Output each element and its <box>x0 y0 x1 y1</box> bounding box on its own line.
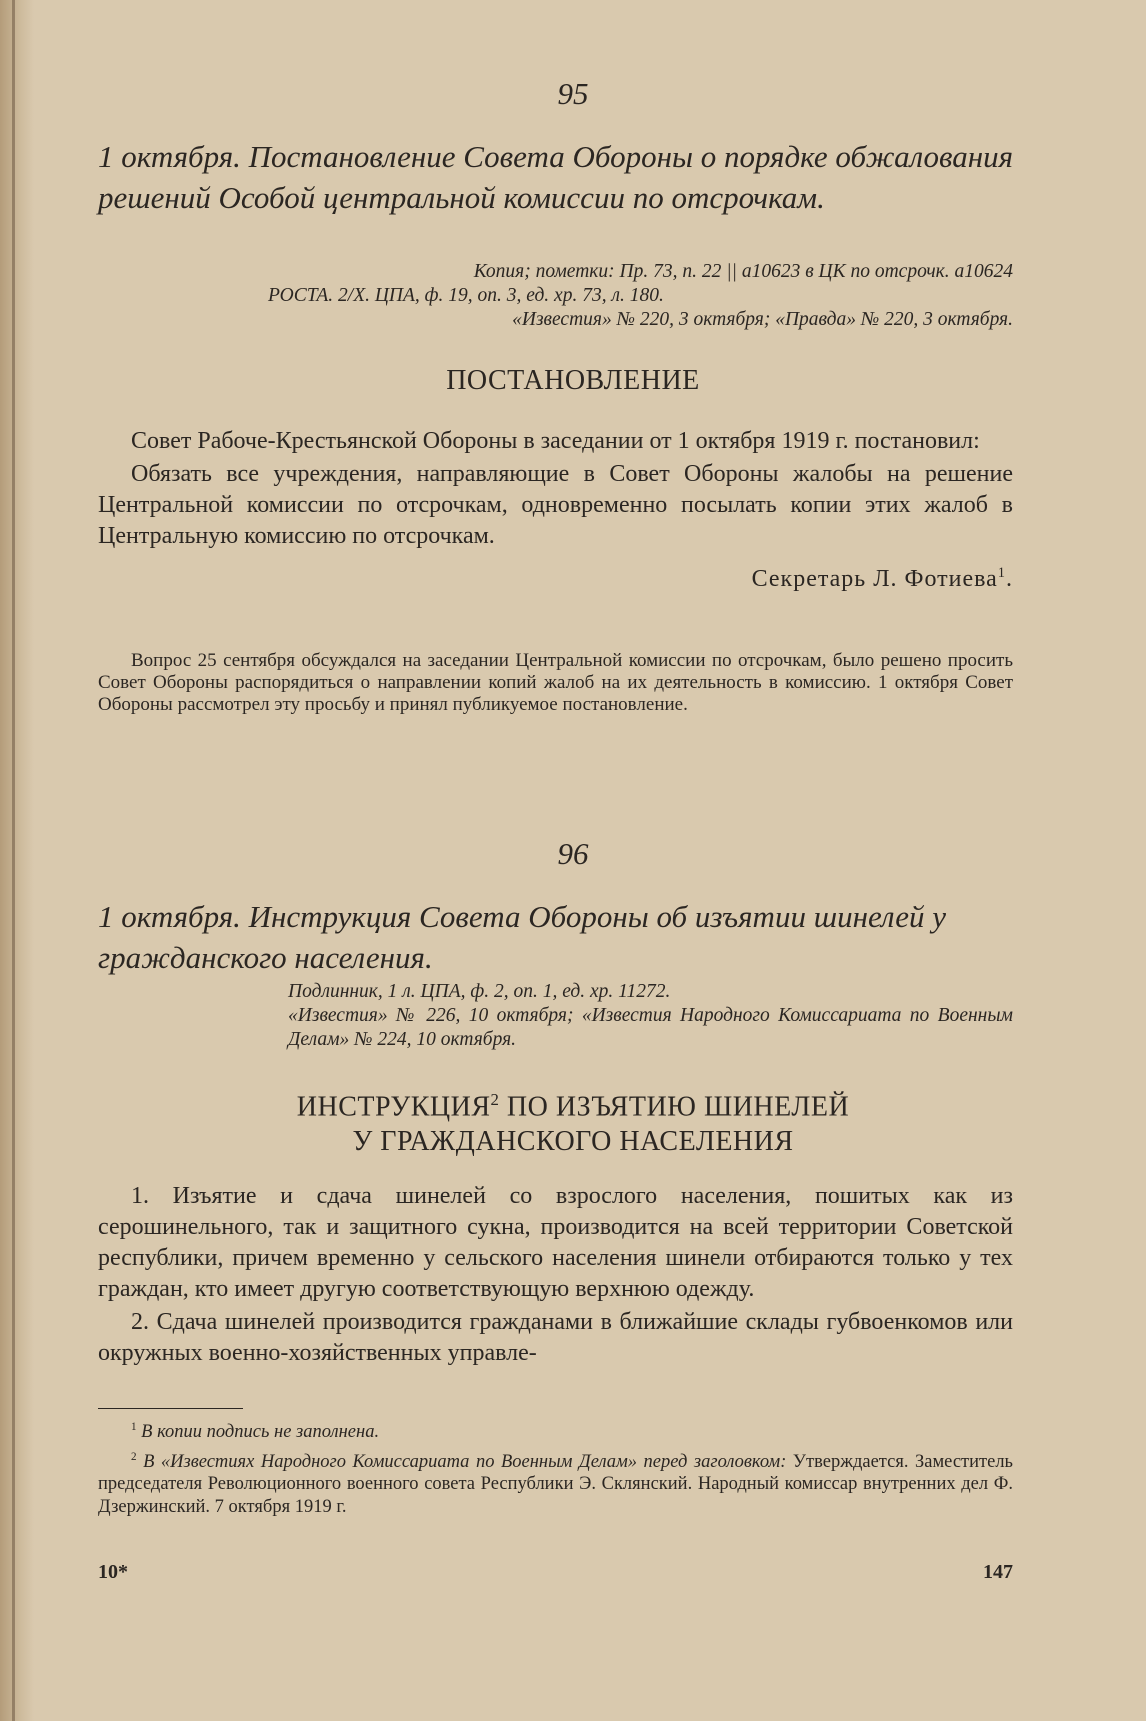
archive-line: «Известия» № 226, 10 октября; «Известия Народного Комиссариата по Военным Делам» № 224, 10 октября. <box>288 1005 1013 1050</box>
footnote-mark: 2 <box>131 1450 137 1463</box>
footnote-text: В копии подпись не заполнена. <box>141 1422 380 1443</box>
section-heading-96 <box>0 1082 1146 1159</box>
heading-text: У ГРАЖДАНСКОГО НАСЕЛЕНИЯ <box>352 1126 794 1158</box>
footnote-mark: 1 <box>131 1421 137 1433</box>
paragraph: Совет Рабоче-Крестьянской Обороны в заседании от 1 октября 1919 г. постановил: <box>131 428 980 454</box>
archive-line: «Известия» № 220, 3 октября; «Правда» № 220, 3 октября. <box>512 309 1013 330</box>
archive-line: Копия; пометки: Пр. 73, п. 22 || а10623 в ЦК по отсрочк. а10624 <box>473 261 1013 282</box>
page-number: 147 <box>983 1561 1013 1583</box>
document-title-95: 1 октября. Постановление Совета Обороны о порядке обжалования решений Особой центральной комиссии по отсрочкам. <box>98 139 1013 215</box>
footnote-ref: 2 <box>490 1090 500 1109</box>
archive-reference-95 <box>98 260 1013 332</box>
section-heading-95: ПОСТАНОВЛЕНИЕ <box>446 365 700 396</box>
footnote-1 <box>98 1416 1013 1444</box>
archive-line: РОСТА. 2/Х. ЦПА, ф. 19, оп. 3, ед. хр. 73, л. 180. <box>268 285 664 306</box>
signature-text: Секретарь Л. Фотиева <box>751 566 998 592</box>
document-number-96: 96 <box>557 836 589 871</box>
heading-text: ИНСТРУКЦИЯ <box>296 1091 491 1123</box>
archive-reference-96 <box>98 980 1013 1052</box>
signature-mark: 10* <box>98 1561 128 1583</box>
footnote-separator <box>98 1408 243 1409</box>
document-number-95: 95 <box>557 76 589 111</box>
instruction-item-1: 1. Изъятие и сдача шинелей со взрослого населения, пошитых как из серошинельного, так и защитного сукна, производится на всей территории Советской республики, причем временно у сельского населения шинели отбираются только у тех граждан, кто имеет другую соответствующую верхнюю одежду. <box>98 1183 1013 1302</box>
heading-text: ПО ИЗЪЯТИЮ ШИНЕЛЕЙ <box>506 1091 850 1123</box>
footnote-2 <box>98 1446 1013 1519</box>
paragraph: Обязать все учреждения, направляющие в Совет Обороны жалобы на решение Центральной комиссии по отсрочкам, одновременно посылать копии этих жалоб в Центральную комиссию по отсрочкам. <box>98 461 1013 549</box>
footnote-italic: В «Известиях Народного Комиссариата по Военным Делам» перед заголовком: <box>143 1451 787 1472</box>
editorial-note-95: Вопрос 25 сентября обсуждался на заседании Центральной комиссии по отсрочкам, было решено просить Совет Обороны распорядиться о направлении копий жалоб на их деятельность в комиссию. 1 октября Совет Обороны рассмотрел эту просьбу и принял публикуемое постановление. <box>98 650 1013 715</box>
footnote-ref: 1 <box>997 565 1006 581</box>
archive-line: Подлинник, 1 л. ЦПА, ф. 2, оп. 1, ед. хр. 11272. <box>288 981 671 1002</box>
instruction-item-2: 2. Сдача шинелей производится гражданами в ближайшие склады губвоенкомов или окружных военно-хозяйственных управле- <box>98 1309 1013 1366</box>
footnote-text: Утверждается. Заместитель председателя Революционного военного совета Республики Э. Склянский. Народный комиссар внутренних дел Ф. Дзержинский. 7 октября 1919 г. <box>98 1451 1013 1517</box>
document-title-96: 1 октября. Инструкция Совета Обороны об изъятии шинелей у гражданского населения. <box>98 899 947 975</box>
signature: Секретарь Л. Фотиева$^1$. <box>751 565 1013 592</box>
